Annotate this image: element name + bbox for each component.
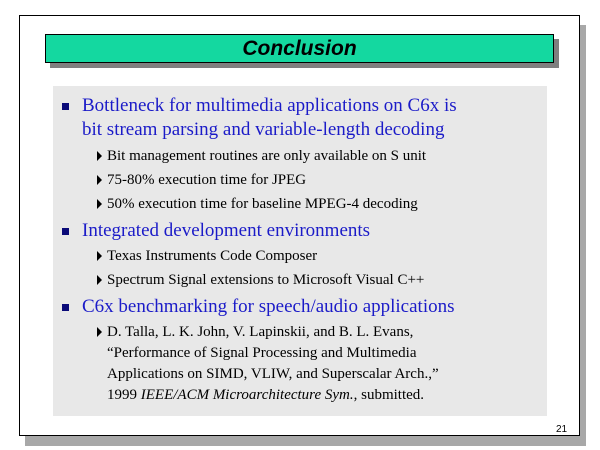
slide-title: Conclusion [242, 36, 357, 60]
bullet-1-line-2: bit stream parsing and variable-length decoding [82, 119, 445, 140]
reference-venue: IEEE/ACM Microarchitecture Sym. [140, 387, 354, 403]
reference-status: , submitted. [353, 387, 425, 403]
page-number: 21 [556, 424, 568, 435]
reference-line-1: D. Talla, L. K. John, V. Lapinskii, and B. L. Evans, [107, 324, 414, 340]
reference-line-2: “Performance of Signal Processing and Multimedia [107, 345, 417, 361]
bullet-square-icon [62, 103, 69, 110]
bullet-2-line-1: Integrated development environments [82, 220, 371, 241]
arrow-right-icon [97, 151, 102, 161]
arrow-right-icon [97, 327, 102, 337]
reference-line-4 [107, 385, 424, 405]
reference-line-3: Applications on SIMD, VLIW, and Superscalar Arch.,” [107, 366, 439, 382]
arrow-right-icon [97, 175, 102, 185]
bullet-square-icon [62, 304, 69, 311]
title-bar [45, 34, 554, 63]
reference-year: 1999 [107, 387, 137, 403]
arrow-right-icon [97, 275, 102, 285]
subitem-1-2: 75-80% execution time for JPEG [107, 172, 307, 188]
arrow-right-icon [97, 251, 102, 261]
bullet-3-line-1: C6x benchmarking for speech/audio applications [82, 296, 455, 317]
subitem-2-2: Spectrum Signal extensions to Microsoft Visual C++ [107, 272, 425, 288]
subitem-2-1: Texas Instruments Code Composer [107, 248, 318, 264]
arrow-right-icon [97, 199, 102, 209]
bullet-1-line-1: Bottleneck for multimedia applications on C6x is [82, 95, 457, 116]
bullet-square-icon [62, 228, 69, 235]
subitem-1-1: Bit management routines are only available on S unit [107, 148, 427, 164]
subitem-1-3: 50% execution time for baseline MPEG-4 decoding [107, 196, 418, 212]
